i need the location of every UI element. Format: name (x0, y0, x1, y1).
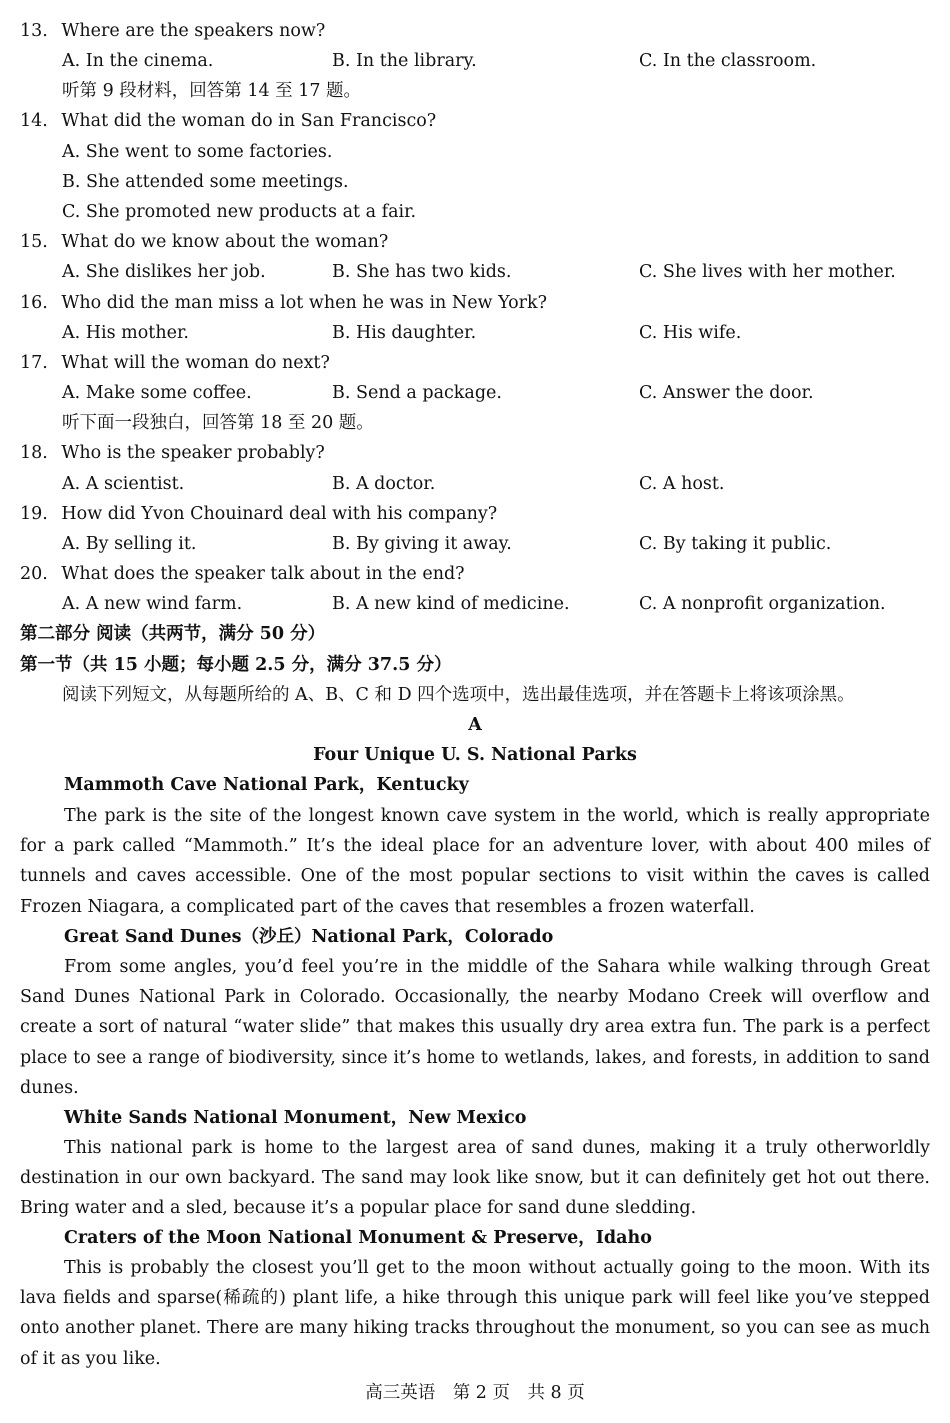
option-b: B. She has two kids. (332, 262, 512, 282)
section-heading-great-sand-dunes: Great Sand Dunes（沙丘）National Park，Colorado (64, 927, 554, 947)
section-one-title: 第一节（共 15 小题；每小题 2.5 分，满分 37.5 分） (20, 655, 452, 675)
option-b: B. His daughter. (332, 323, 477, 343)
option-c: C. She promoted new products at a fair. (62, 202, 417, 222)
question-text: What will the woman do next? (61, 353, 330, 373)
question-20 (20, 559, 465, 589)
option-c: C. In the classroom. (639, 51, 817, 71)
question-number: 15. (20, 232, 48, 252)
question-text: What did the woman do in San Francisco? (61, 111, 437, 131)
option-b: B. In the library. (332, 51, 477, 71)
option-a: A. A new wind farm. (62, 594, 243, 614)
section-heading-craters-of-the-moon: Craters of the Moon National Monument & Preserve，Idaho (64, 1228, 652, 1248)
question-14 (20, 106, 436, 136)
paragraph-text: The park is the site of the longest known cave system in the world, which is really appropriate for a park called “Mammoth.” It’s the ideal place for an adventure lover, with about 400 miles of tunnels and caves accessible. One of the most popular sections to visit within the caves is called Frozen Niagara, a complicated part of the caves that resembles a frozen waterfall. (20, 806, 930, 917)
question-text: Where are the speakers now? (61, 21, 326, 41)
option-c: C. She lives with her mother. (639, 262, 896, 282)
option-c: C. By taking it public. (639, 534, 832, 554)
option-a: A. She dislikes her job. (62, 262, 266, 282)
section-heading-white-sands: White Sands National Monument，New Mexico (64, 1108, 527, 1128)
option-b: B. By giving it away. (332, 534, 512, 554)
paragraph-text: This national park is home to the largest area of sand dunes, making it a truly otherworldly destination in our own backyard. The sand may look like snow, but it can definitely get hot out there. Bring water and a sled, because it’s a popular place for sand dune sledding. (20, 1138, 930, 1219)
option-c: C. His wife. (639, 323, 742, 343)
option-a: A. His mother. (62, 323, 189, 343)
paragraph-craters-of-the-moon (20, 1253, 930, 1374)
question-text: What do we know about the woman? (61, 232, 389, 252)
option-b: B. A new kind of medicine. (332, 594, 570, 614)
option-b: B. A doctor. (332, 474, 436, 494)
option-c: C. A nonprofit organization. (639, 594, 886, 614)
question-text: How did Yvon Chouinard deal with his company? (61, 504, 498, 524)
question-number: 18. (20, 443, 48, 463)
option-b: B. She attended some meetings. (62, 172, 349, 192)
paragraph-mammoth-cave (20, 801, 930, 922)
question-number: 17. (20, 353, 48, 373)
question-number: 14. (20, 111, 48, 131)
paragraph-white-sands (20, 1133, 930, 1224)
question-15 (20, 227, 388, 257)
paragraph-text: This is probably the closest you’ll get to the moon without actually going to the moon. With its lava fields and sparse(稀疏的) plant life, a hike through this unique park will feel like you’ve stepped onto another planet. There are many hiking tracks throughout the monument, so you can see as much of it as you like. (20, 1258, 930, 1369)
question-13 (20, 16, 325, 46)
question-19 (20, 499, 497, 529)
instruction-listen-monologue: 听下面一段独白，回答第 18 至 20 题。 (62, 413, 374, 433)
part-two-title: 第二部分 阅读（共两节，满分 50 分） (20, 624, 326, 644)
option-a: A. A scientist. (62, 474, 185, 494)
reading-directions: 阅读下列短文，从每题所给的 A、B、C 和 D 四个选项中，选出最佳选项，并在答题卡上将该项涂黑。 (62, 685, 855, 705)
question-number: 16. (20, 293, 48, 313)
page-footer: 高三英语 第 2 页 共 8 页 (365, 1383, 585, 1403)
option-c: C. A host. (639, 474, 725, 494)
option-a: A. By selling it. (62, 534, 197, 554)
question-text: Who is the speaker probably? (61, 443, 325, 463)
question-number: 19. (20, 504, 48, 524)
question-number: 13. (20, 21, 48, 41)
question-text: Who did the man miss a lot when he was in New York? (61, 293, 548, 313)
question-18 (20, 438, 325, 468)
passage-label: A (468, 715, 482, 735)
passage-title: Four Unique U. S. National Parks (313, 745, 637, 765)
instruction-listen-9: 听第 9 段材料，回答第 14 至 17 题。 (62, 81, 362, 101)
paragraph-text: From some angles, you’d feel you’re in the middle of the Sahara while walking through Great Sand Dunes National Park in Colorado. Occasionally, the nearby Modano Creek will overflow and create a sort of natural “water slide” that makes this usually dry area extra fun. The park is a perfect place to see a range of biodiversity, since it’s home to wetlands, lakes, and forests, in addition to sand dunes. (20, 957, 930, 1098)
question-number: 20. (20, 564, 48, 584)
section-heading-mammoth-cave: Mammoth Cave National Park，Kentucky (64, 775, 469, 795)
question-17 (20, 348, 330, 378)
question-16 (20, 288, 547, 318)
option-b: B. Send a package. (332, 383, 502, 403)
question-text: What does the speaker talk about in the end? (61, 564, 465, 584)
option-c: C. Answer the door. (639, 383, 814, 403)
paragraph-great-sand-dunes (20, 952, 930, 1103)
option-a: A. She went to some factories. (62, 142, 333, 162)
option-a: A. Make some coffee. (62, 383, 252, 403)
option-a: A. In the cinema. (62, 51, 214, 71)
